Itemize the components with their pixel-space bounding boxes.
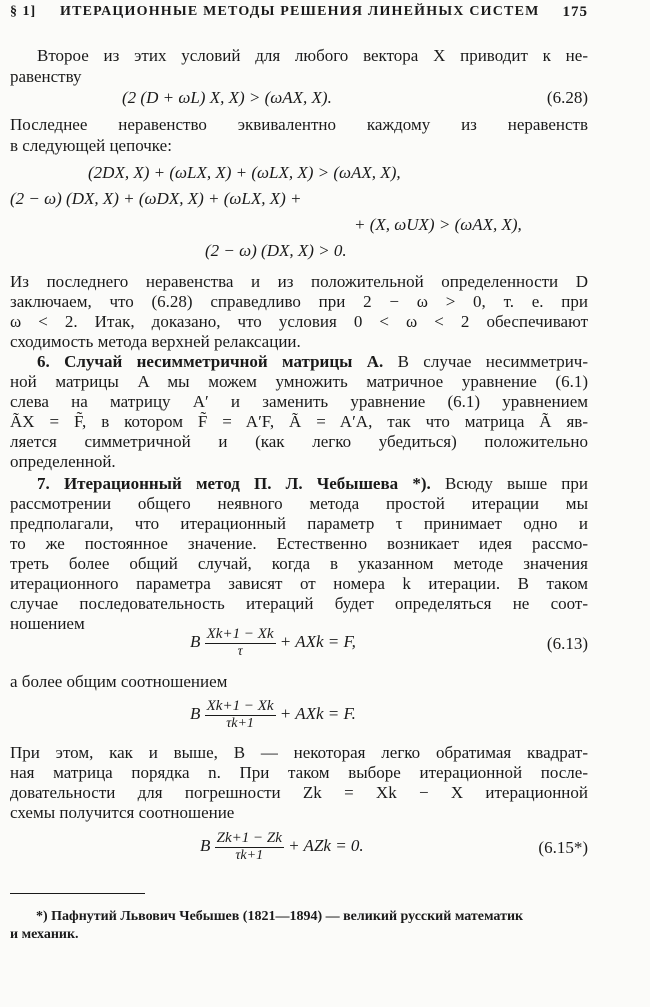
text-line: схемы получится соотношение <box>10 803 235 822</box>
text-line: итерационного параметра зависят от номера k итерации. В таком <box>10 574 588 593</box>
text-line: довательности для погрешности Zk = Xk − X итерационной <box>10 783 588 802</box>
text-line: ω < 2. Итак, доказано, что условия 0 < ω < 2 обеспечивают <box>10 312 588 331</box>
text-line: в следующей цепочке: <box>10 136 172 155</box>
matrix-symbol: B <box>190 631 201 651</box>
text-line: предполагали, что итерационный параметр τ принимает одно и <box>10 514 588 533</box>
fraction <box>205 626 276 660</box>
text-fragment: В случае несимметрич- <box>397 352 589 371</box>
fraction <box>205 698 276 732</box>
text-line: сходимость метода верхней релаксации. <box>10 332 301 351</box>
matrix-symbol: B <box>190 703 201 723</box>
text-line: ляется симметричной и (как легко убедиться) положительно <box>10 432 588 451</box>
footnote-line: *) Пафнутий Львович Чебышев (1821—1894) — великий русский математик <box>36 909 524 924</box>
inequality-chain-2: (2 − ω) (DX, X) + (ωDX, X) + (ωLX, X) + <box>10 189 302 208</box>
text-line: ÃX = F̃, в котором F̃ = A′F, Ã = A′A, так что матрица Ã яв- <box>10 412 588 431</box>
text-line: заключаем, что (6.28) справедливо при 2 − ω > 0, т. е. при <box>10 292 588 311</box>
fraction-numerator: Xk+1 − Xk <box>206 698 274 714</box>
section-6-title: 6. Случай несимметричной матрицы A. <box>37 352 384 371</box>
inequality-chain-4: (2 − ω) (DX, X) > 0. <box>205 241 347 260</box>
text-fragment: Всюду выше при <box>444 474 589 493</box>
text-line: Второе из этих условий для любого вектора X приводит к не- <box>37 46 588 65</box>
section-6-heading-line <box>37 352 588 372</box>
section-marker: § 1] <box>10 4 37 19</box>
text-line: При этом, как и выше, B — некоторая легко обратимая квадрат- <box>10 743 588 762</box>
equation-rest: + AXk = F. <box>279 703 356 723</box>
text-line: то же постоянное значение. Естественно возникает идея рассмо- <box>10 534 588 553</box>
equation-number: (6.13) <box>546 634 588 653</box>
equation-6-15-star <box>200 830 364 864</box>
text-line: равенству <box>10 67 82 86</box>
text-line: определенной. <box>10 452 116 471</box>
fraction-numerator: Zk+1 − Zk <box>216 830 282 846</box>
text-line: ношением <box>10 614 85 633</box>
running-title: ИТЕРАЦИОННЫЕ МЕТОДЫ РЕШЕНИЯ ЛИНЕЙНЫХ СИСТЕМ <box>60 4 540 19</box>
equation-general <box>190 698 356 732</box>
text-line: а более общим соотношением <box>10 672 228 691</box>
page-number: 175 <box>562 4 588 20</box>
equation-number: (6.15*) <box>538 838 588 857</box>
footnote-divider <box>10 893 145 894</box>
fraction-denominator: τk+1 <box>226 716 254 731</box>
footnote-line: и механик. <box>10 927 79 942</box>
fraction-denominator: τk+1 <box>235 848 264 863</box>
text-line: слева на матрицу A′ и заменить уравнение (6.1) уравнением <box>10 392 588 411</box>
fraction <box>215 830 284 864</box>
fraction-numerator: Xk+1 − Xk <box>206 626 274 642</box>
text-line: треть более общий случай, когда в указанном методе значения <box>10 554 588 573</box>
text-line: ная матрица порядка n. При таком выборе итерационной после- <box>10 763 588 782</box>
equation-6-28: (2 (D + ωL) X, X) > (ωAX, X). <box>122 88 332 107</box>
equation-rest: + AZk = 0. <box>288 835 364 855</box>
matrix-symbol: B <box>200 835 211 855</box>
section-7-title: 7. Итерационный метод П. Л. Чебышева *). <box>37 474 431 493</box>
text-line: Из последнего неравенства и из положительной определенности D <box>10 272 588 291</box>
inequality-chain-3: + (X, ωUX) > (ωAX, X), <box>354 215 522 234</box>
text-line: ной матрицы A мы можем умножить матричное уравнение (6.1) <box>10 372 588 391</box>
equation-6-13 <box>190 626 356 660</box>
text-line: случае последовательность итераций будет определяться не соот- <box>10 594 588 613</box>
equation-rest: + AXk = F, <box>279 631 356 651</box>
equation-number: (6.28) <box>546 88 588 107</box>
text-line: рассмотрении общего неявного метода простой итерации мы <box>10 494 588 513</box>
fraction-denominator: τ <box>237 644 243 659</box>
running-header <box>10 4 588 24</box>
inequality-chain-1: (2DX, X) + (ωLX, X) + (ωLX, X) > (ωAX, X), <box>88 163 401 182</box>
section-7-heading-line <box>37 474 588 494</box>
text-line: Последнее неравенство эквивалентно каждому из неравенств <box>10 115 588 134</box>
